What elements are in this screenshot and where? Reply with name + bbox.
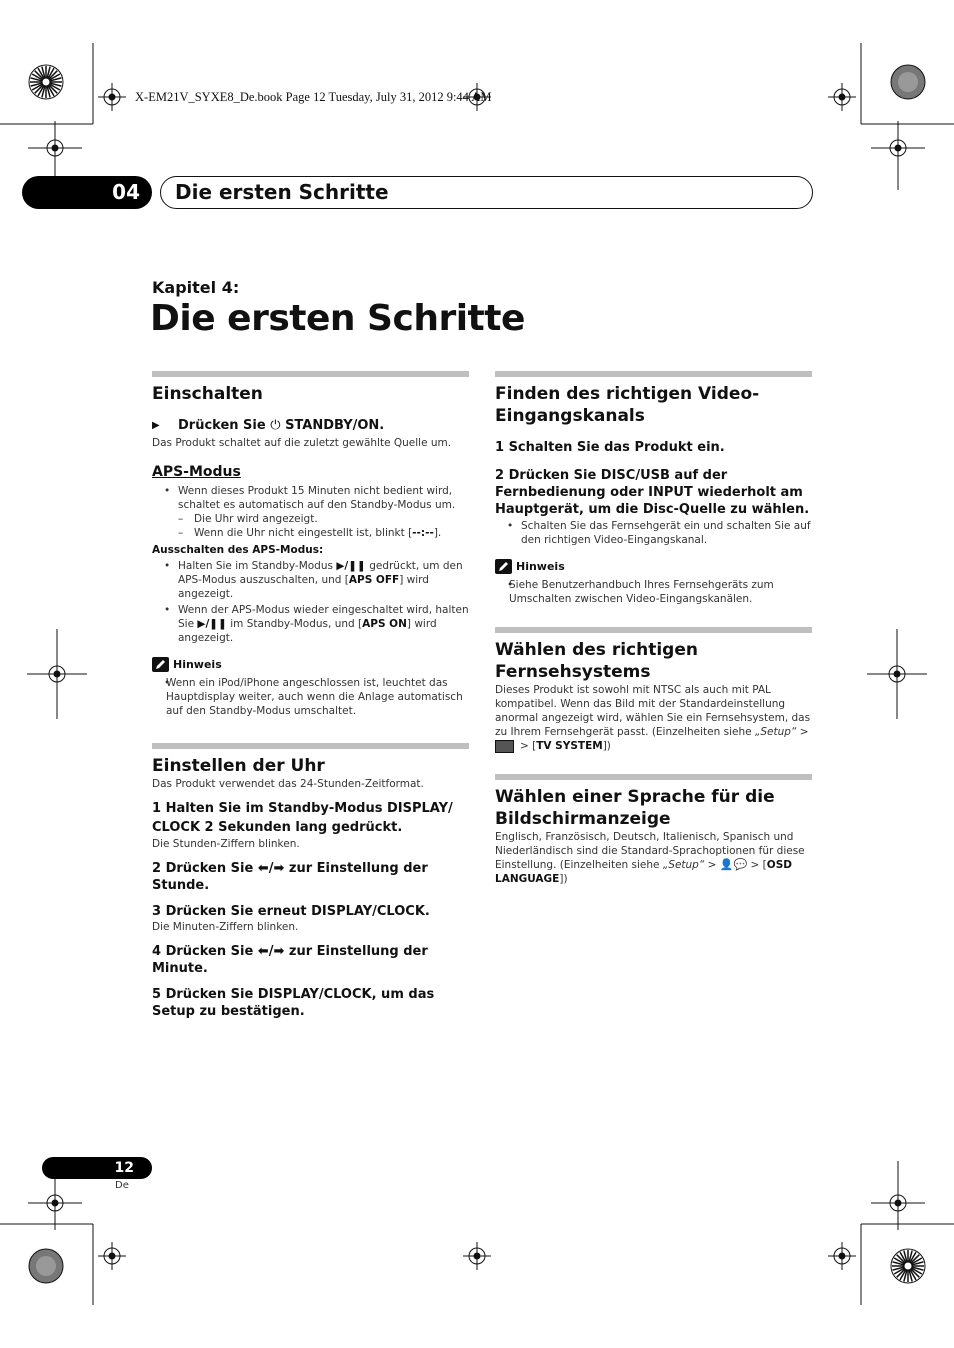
text: zur Einstellung der Stunde. (152, 861, 428, 893)
aps-heading: APS-Modus (152, 464, 241, 480)
page-language: De (115, 1180, 129, 1191)
triangle-icon: ▶ (152, 420, 160, 431)
uhr-step-3: 3 Drücken Sie erneut DISPLAY/CLOCK. (152, 904, 430, 919)
play-pause-icon: ▶/❚❚ (197, 618, 227, 630)
uhr-step-1-note: Die Stunden-Ziffern blinken. (152, 838, 300, 850)
page-number-badge: 12 (42, 1157, 152, 1179)
left-right-arrow-icon: ⬅/➡ (257, 944, 285, 959)
text: Dieses Produkt ist sowohl mit NTSC als auch mit PAL kompatibel. Wenn das Bild mit der Standardeinstellung anormal angezeigt wird, wählen Sie ein Fernsehsystem, das zu Ihrem Fernsehgerät passt. (Einzelheiten siehe (495, 684, 811, 738)
tv-screen-icon (495, 740, 514, 753)
hinweis-text (152, 676, 469, 718)
step-note: Das Produkt schaltet auf die zuletzt gewählte Quelle um. (152, 437, 452, 449)
sprache-text (495, 830, 812, 886)
step-key: STANDBY/ON. (285, 418, 385, 433)
section-heading-fernseh: Wählen des richtigen Fernsehsystems (495, 640, 698, 682)
section-divider (152, 743, 469, 749)
page-title: Die ersten Schritte (150, 298, 525, 339)
video-step-1: 1 Schalten Sie das Produkt ein. (495, 440, 725, 455)
aps-off-bullet-2 (152, 603, 469, 645)
left-right-arrow-icon: ⬅/➡ (257, 861, 285, 876)
text: Siehe Benutzerhandbuch Ihres Fernsehgeräts zum Umschalten zwischen Video-Eingangskanälen. (509, 579, 774, 605)
setup-ref: „Setup“ (662, 859, 705, 871)
print-header: X-EM21V_SYXE8_De.book Page 12 Tuesday, July 31, 2012 9:44 AM (135, 90, 492, 104)
text: Englisch, Französisch, Deutsch, Italienisch, Spanisch und Niederländisch sind die Standard-Sprachoptionen für diese Einstellung. (Einzelheiten siehe (495, 831, 805, 871)
chapter-label: Kapitel 4: (152, 278, 240, 297)
note-pen-icon (495, 559, 512, 574)
uhr-step-2 (152, 860, 469, 894)
left-column (152, 371, 469, 1020)
section-divider (495, 774, 812, 780)
section-divider (495, 371, 812, 377)
aps-off-heading: Ausschalten des APS-Modus: (152, 544, 324, 556)
text: im Standby-Modus, und [ (230, 618, 363, 630)
text: > (799, 726, 809, 738)
play-pause-icon: ▶/❚❚ (336, 560, 366, 572)
text: Wenn der APS-Modus wieder eingeschaltet wird, halten Sie (178, 604, 469, 630)
chapter-title-bar: Die ersten Schritte (160, 176, 813, 209)
hinweis-label (152, 657, 469, 672)
text: ] wird angezeigt. (178, 618, 437, 644)
text: ]) (559, 873, 568, 885)
person-speech-icon: 👤💬 (719, 858, 748, 871)
uhr-step-4 (152, 943, 469, 977)
video-bullet: • Schalten Sie das Fernsehgerät ein und schalten Sie auf den richtigen Video-Eingangskanal. (495, 519, 812, 547)
step-standby (152, 417, 469, 434)
fernseh-text (495, 683, 812, 753)
section-divider (152, 371, 469, 377)
text: 4 Drücken Sie (152, 944, 254, 959)
section-heading-uhr: Einstellen der Uhr (152, 756, 325, 776)
text: zur Einstellung der Minute. (152, 944, 428, 976)
uhr-step-3-note: Die Minuten-Ziffern blinken. (152, 921, 299, 933)
key: APS ON (362, 618, 407, 630)
setup-ref: „Setup“ (754, 726, 797, 738)
text: Halten Sie im Standby-Modus (178, 560, 333, 572)
blink-display: --:-- (412, 527, 434, 539)
hinweis-text-label: Hinweis (516, 560, 565, 573)
text: ]) (602, 740, 611, 752)
aps-off-bullet-1 (152, 559, 469, 601)
text: Wenn die Uhr nicht eingestellt ist, blinkt [ (194, 527, 413, 539)
text: gedrückt, um den APS-Modus auszuschalten, und [ (178, 560, 463, 586)
text: 2 Drücken Sie (152, 861, 254, 876)
key: TV SYSTEM (536, 740, 603, 752)
right-column (495, 371, 812, 886)
key: APS OFF (348, 574, 400, 586)
uhr-step-1: 1 Halten Sie im Standby-Modus DISPLAY/ CLOCK 2 Sekunden lang gedrückt. (152, 801, 453, 835)
text: > [ (750, 859, 767, 871)
text: ]. (433, 527, 442, 539)
section-heading-einschalten: Einschalten (152, 384, 263, 404)
uhr-intro: Das Produkt verwendet das 24-Stunden-Zeitformat. (152, 778, 424, 790)
video-step-2: 2 Drücken Sie DISC/USB auf der Fernbedienung oder INPUT wiederholt am Hauptgerät, um die Disc-Quelle zu wählen. (495, 468, 810, 517)
hinweis-text (495, 578, 812, 606)
section-divider (495, 627, 812, 633)
power-icon: ⏻ (270, 418, 281, 433)
hinweis-text-label: Hinweis (173, 658, 222, 671)
note-pen-icon (152, 657, 169, 672)
chapter-number-badge: 04 (22, 176, 152, 209)
step-text: Drücken Sie (178, 418, 266, 433)
text: ] wird angezeigt. (178, 574, 429, 600)
text: > (707, 859, 717, 871)
aps-dash-2 (152, 526, 469, 540)
text: Wenn ein iPod/iPhone angeschlossen ist, leuchtet das Hauptdisplay weiter, auch wenn die Anlage automatisch auf den Standby-Modus umschaltet. (166, 677, 463, 717)
key: OSD LANGUAGE (495, 859, 792, 885)
uhr-step-5: 5 Drücken Sie DISPLAY/CLOCK, um das Setup zu bestätigen. (152, 987, 435, 1019)
aps-dash-1: – Die Uhr wird angezeigt. (152, 512, 469, 526)
aps-bullet: • Wenn dieses Produkt 15 Minuten nicht bedient wird, schaltet es automatisch auf den Standby-Modus um. (152, 484, 469, 512)
hinweis-label (495, 559, 812, 574)
text: > [ (520, 740, 537, 752)
section-heading-video: Finden des richtigen Video-Eingangskanals (495, 384, 760, 426)
section-heading-sprache: Wählen einer Sprache für die Bildschirmanzeige (495, 787, 775, 829)
